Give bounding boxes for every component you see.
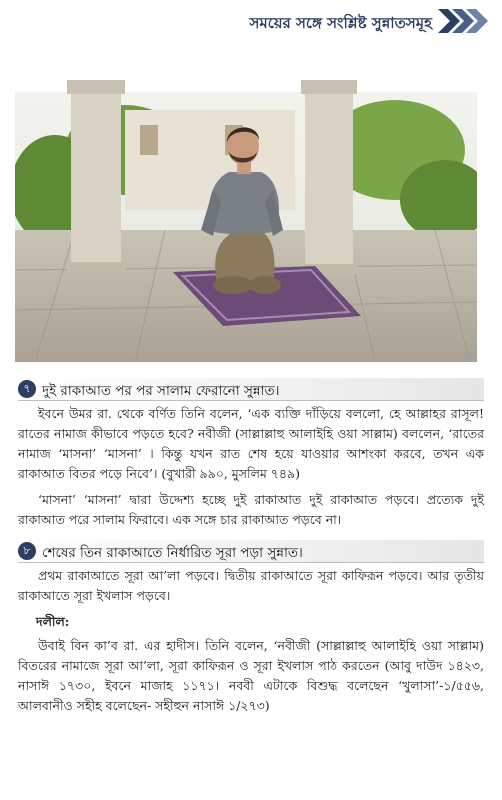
section-title: দুই রাকাআত পর পর সালাম ফেরানো সুন্নাত। bbox=[42, 383, 280, 399]
explanation-paragraph: ‘মাসনা’ ‘মাসনা’ দ্বারা উদ্দেশ্য হচ্ছে দুই রাকাআত দুই রাকাআত পড়বে। প্রত্যেক দুই রাকাআত পরে সালাম ফিরাবে। এক সঙ্গে চার রাকাআত পড়বে না। bbox=[18, 492, 484, 527]
page-title: সময়ের সঙ্গে সংশ্লিষ্ট সুন্নাতসমূহ bbox=[249, 14, 432, 32]
instruction-paragraph: প্রথম রাকাআতে সূরা আ’লা পড়বে। দ্বিতীয় রাকাআতে সূরা কাফিরূন পড়বে। আর তৃতীয় রাকাআতে সূরা ইখলাস পড়বে। bbox=[18, 568, 484, 603]
chevron-right-icon bbox=[438, 9, 490, 33]
section-header-7 bbox=[18, 378, 484, 401]
evidence-label: দলীল: bbox=[36, 614, 70, 629]
section-number-badge: ৮ bbox=[18, 542, 36, 560]
section-title: শেষের তিন রাকাআতে নির্ধারিত সূরা পড়া সুন্নাত। bbox=[42, 545, 303, 561]
section-header-8 bbox=[18, 540, 484, 563]
hadith-paragraph: ইবনে উমর রা. থেকে বর্ণিত তিনি বলেন, ‘এক ব্যক্তি দাঁড়িয়ে বললো, হে আল্লাহর রাসূল! রাতের নামাজ কীভাবে পড়তে হবে? নবীজী (সাল্লাল্লাহু আলাইহি ওয়া সাল্লাম) বললেন, ‘রাতের নামাজ ‘মাসনা’ ‘মাসনা’ । কিন্তু যখন রাত শেষ হয়ে যাওয়ার আশংকা করবে, তখন এক রাকাআত বিতর পড়ে নিবে’। (বুখারী ৯৯০, মুসলিম ৭৪৯) bbox=[18, 406, 484, 481]
prayer-photo bbox=[15, 80, 477, 362]
page-header bbox=[0, 0, 502, 44]
section-number-badge: ৭ bbox=[18, 380, 36, 398]
evidence-paragraph: উবাই বিন কা’ব রা. এর হাদীস। তিনি বলেন, ‘নবীজী (সাল্লাল্লাহু আলাইহি ওয়া সাল্লাম) বিতরের নামাজে সূরা আ’লা, সূরা কাফিরূন ও সূরা ইখলাস পাঠ করতেন (আবু দাউদ ১৪২৩, নাসাঈ ১৭৩০, ইবনে মাজাহ ১১৭১। নববী এটাকে বিশুদ্ধ বলেছেন ‘খুলাসা’-১/৫৫৬, আলবানীও সহীহ বলেছেন- সহীহুন নাসাঈ ১/২৭৩) bbox=[18, 638, 484, 713]
